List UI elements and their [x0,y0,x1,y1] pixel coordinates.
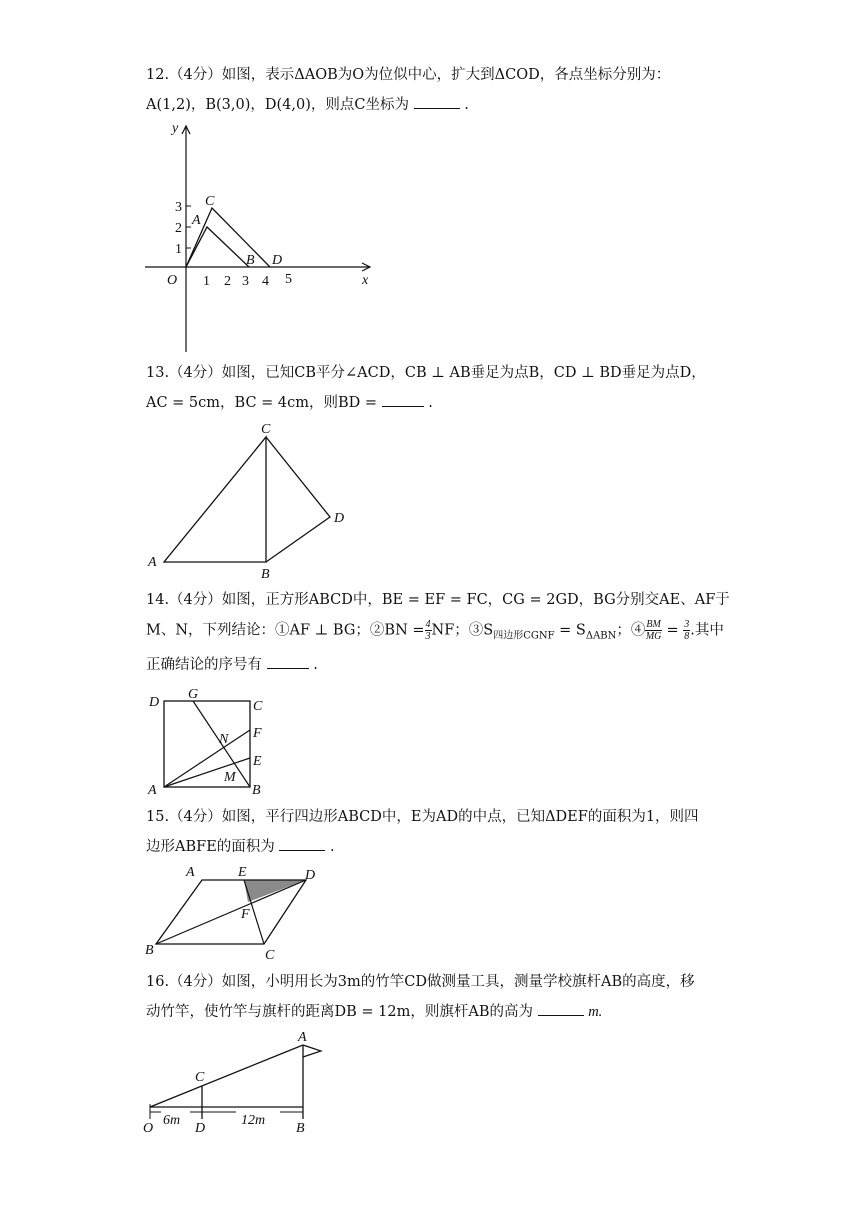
q16-question: 动竹竿，使竹竿与旗杆的距离DB = 12m，则旗杆AB的高为 [146,1004,533,1020]
point-label-f: F [241,907,250,922]
x-tick: 1 [203,274,210,289]
axis-x-label: x [362,273,369,288]
q15-text-line1: 15.（4分）如图，平行四边形ABCD中，E为AD的中点，已知ΔDEF的面积为1，则四 [146,809,699,825]
y-tick: 1 [175,242,182,257]
axis-y-label: y [172,121,179,136]
point-label-f: F [253,726,262,741]
q13-text-line1: 13.（4分）如图，已知CB平分∠ACD，CB ⊥ AB垂足为点B，CD ⊥ BD垂足为点D， [146,365,706,381]
point-label-e: E [253,754,262,769]
q13-figure [140,415,360,585]
fraction: $\frac{3}{8}$ [684,619,690,642]
q16-text-line2: 动竹竿，使竹竿与旗杆的距离DB = 12m，则旗杆AB的高为 m. [146,1001,602,1023]
q16-figure [140,1028,340,1138]
dimension-od: 6m [163,1113,181,1128]
answer-blank [382,392,424,407]
q15-figure [140,860,330,963]
point-label-d: D [195,1121,206,1136]
point-label-a: A [192,213,201,228]
q14-figure [140,682,280,802]
point-label-d: D [149,695,160,710]
fraction: $\frac{4}{3}$ [425,619,431,642]
q12-figure [140,120,380,360]
q14-text-line1: 14.（4分）如图，正方形ABCD中，BE = EF = FC，CG = 2GD，BG分别交AE、AF于 [146,592,730,608]
point-label-m: M [224,770,236,785]
point-label-c: C [195,1070,205,1085]
point-label-a: A [148,555,157,570]
answer-blank [538,1001,584,1016]
point-label-b: B [145,943,154,958]
fraction: $\frac{BM}{MG}$ [645,619,662,642]
q12-question: A(1,2)，B(3,0)，D(4,0)，则点C坐标为 [146,97,409,113]
point-label-e: E [238,865,247,880]
x-tick: 2 [224,274,231,289]
x-tick: 4 [262,274,269,289]
answer-blank [267,654,309,669]
point-label-c: C [265,948,275,963]
point-label-c: C [253,699,263,714]
point-label-c: C [205,194,215,209]
point-label-g: G [188,687,199,702]
q13-text-line2: AC = 5cm，BC = 4cm，则BD = . [146,392,433,414]
point-label-a: A [298,1030,307,1045]
q14-text-line2: M、N，下列结论：①AF ⊥ BG；②BN = $\frac{4}{3}$ NF；$③S_{四边形CGNF} = S_{\Delta ABN}$；④ $\frac{BM}{MG}$ = $\frac{3}{8}$ .其中 [146,619,724,642]
point-label-b: B [252,783,261,798]
q12-text-line2: A(1,2)，B(3,0)，D(4,0)，则点C坐标为 . [146,94,469,116]
point-label-b: B [261,567,270,582]
point-label-a: A [148,783,157,798]
point-label-d: D [305,868,316,883]
answer-blank [414,94,460,109]
point-label-c: C [261,422,271,437]
y-tick: 2 [175,221,182,236]
point-label-b: B [246,253,255,268]
q13-question: AC = 5cm，BC = 4cm，则BD = [146,395,378,411]
q15-question: 边形ABFE的面积为 [146,839,275,855]
point-label-n: N [219,732,229,747]
point-label-o: O [143,1121,154,1136]
q12-text-line1: 12.（4分）如图，表示ΔAOB为O为位似中心，扩大到ΔCOD，各点坐标分别为： [146,67,671,83]
point-label-d: D [272,253,283,268]
x-tick: 5 [285,272,292,287]
answer-blank [279,836,325,851]
y-tick: 3 [175,200,182,215]
point-label-d: D [334,511,345,526]
q16-text-line1: 16.（4分）如图，小明用长为3m的竹竿CD做测量工具，测量学校旗杆AB的高度，移 [146,974,695,990]
q15-text-line2: 边形ABFE的面积为 . [146,836,335,858]
dimension-db: 12m [241,1113,266,1128]
origin-label: O [167,273,178,288]
q14-text-line3: 正确结论的序号有 . [146,654,318,676]
point-label-a: A [186,865,195,880]
x-tick: 3 [242,274,249,289]
q14-question: 正确结论的序号有 [146,657,262,673]
point-label-b: B [296,1121,305,1136]
